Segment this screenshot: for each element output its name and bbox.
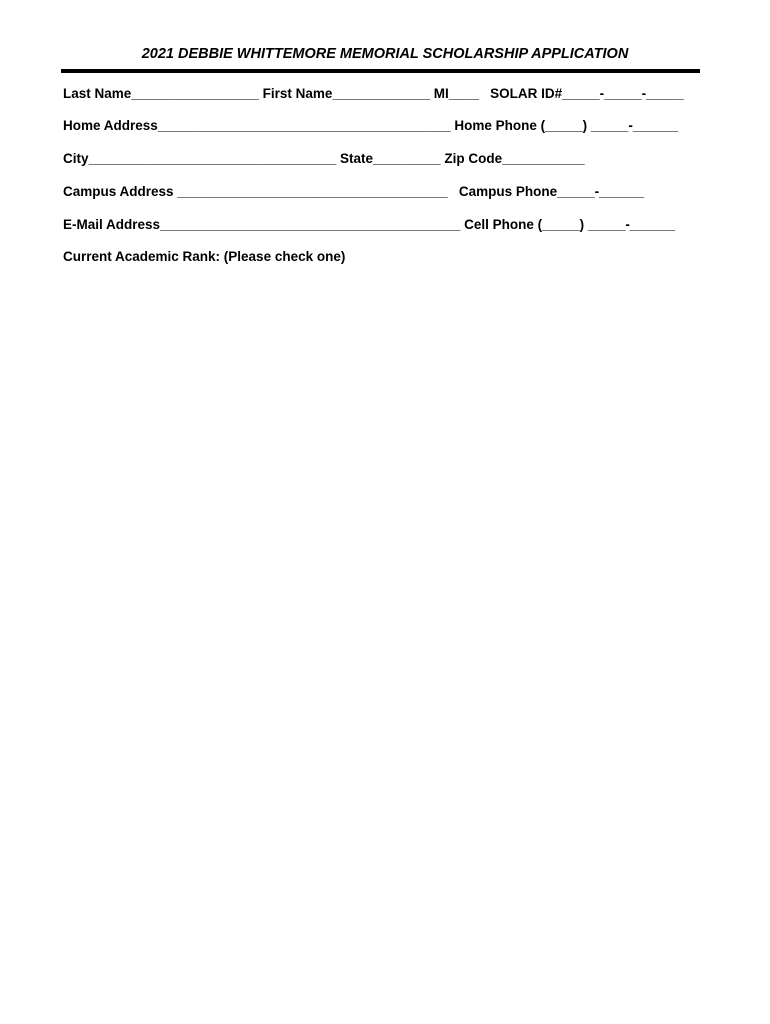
title-divider: [61, 69, 700, 73]
campus-address-line[interactable]: [63, 184, 644, 200]
academic-rank-label: [63, 249, 345, 265]
page-title: 2021 DEBBIE WHITTEMORE MEMORIAL SCHOLARSHIP APPLICATION: [141, 46, 629, 62]
name-line[interactable]: [63, 86, 684, 102]
city-state-zip-line-text: City_________________________________ State_________ Zip Code___________: [63, 151, 585, 166]
city-state-zip-line[interactable]: [63, 151, 585, 167]
email-line-text: E-Mail Address________________________________________ Cell Phone (_____) _____-______: [63, 217, 675, 232]
academic-rank-label-text: Current Academic Rank: (Please check one): [63, 249, 346, 264]
home-address-line-text: Home Address_______________________________________ Home Phone (_____) _____-______: [63, 118, 678, 133]
home-address-line[interactable]: [63, 118, 678, 134]
name-line-text: Last Name_________________ First Name_____________ MI____ SOLAR ID#_____-_____-_____: [63, 86, 684, 101]
email-line[interactable]: [63, 217, 675, 233]
campus-address-line-text: Campus Address ____________________________________ Campus Phone_____-______: [63, 184, 645, 199]
